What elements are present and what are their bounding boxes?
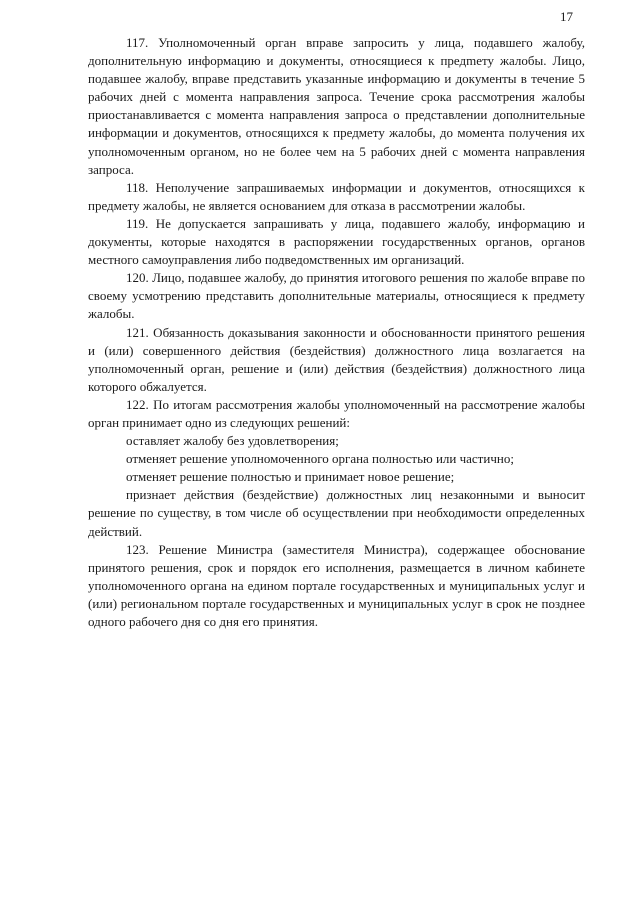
- list-item-decision-3: отменяет решение полностью и принимает новое решение;: [126, 469, 455, 485]
- paragraph-117: 117. Уполномоченный орган вправе запросить у лица, подавшего жалобу, дополнительную информацию и документы, относящиеся к предmету жалобы. Лицо, подавшее жалобу, вправе представить указанные информацию и документы в течение 5 рабочих дней с момента направления запроса. Течение срока рассмотрения жалобы приостанавливается с момента направления запроса о представлении дополнительные информации и документов, относящихся к предмету жалобы, до момента получения их уполномоченным органом, но не более чем на 5 рабочих дней с момента направления запроса.: [88, 35, 585, 177]
- list-item-decision-1: оставляет жалобу без удовлетворения;: [126, 433, 339, 449]
- list-item-decision-4: признает действия (бездействие) должностных лиц незаконными и выносит решение по существу, в том числе об осуществлении при необходимости определенных действий.: [88, 487, 585, 539]
- paragraph-120: 120. Лицо, подавшее жалобу, до принятия итогового решения по жалобе вправе по своему усмотрению представить дополнительные материалы, относящиеся к предмету жалобы.: [88, 270, 585, 322]
- list-item-decision-2: отменяет решение уполномоченного органа полностью или частично;: [126, 451, 514, 467]
- paragraph-121: 121. Обязанность доказывания законности и обоснованности принятого решения и (или) совершенного действия (бездействия) должностного лица возлагается на уполномоченный орган, решение и (или) действия (бездействия) должностного лица которого обжалуется.: [88, 324, 585, 394]
- paragraph-118: 118. Неполучение запрашиваемых информации и документов, относящихся к предмету жалобы, не является основанием для отказа в рассмотрении жалобы.: [88, 179, 585, 213]
- paragraph-119: 119. Не допускается запрашивать у лица, подавшего жалобу, информацию и документы, которые находятся в распоряжении государственных органов, органов местного самоуправления либо подведомственных им организаций.: [88, 215, 585, 268]
- paragraph-122: 122. По итогам рассмотрения жалобы уполномоченный на рассмотрение жалобы орган принимает одно из следующих решений:: [88, 396, 585, 430]
- document-body: [88, 34, 585, 631]
- paragraph-123: 123. Решение Министра (заместителя Министра), содержащее обоснование принятого решения, срок и порядок его исполнения, размещается в личном кабинете уполномоченного органа на едином портале государственных и муниципальных услуг и (или) региональном портале государственных и муниципальных услуг в срок не позднее одного рабочего дня со дня его принятия.: [88, 541, 585, 629]
- page-number: 17: [560, 9, 573, 24]
